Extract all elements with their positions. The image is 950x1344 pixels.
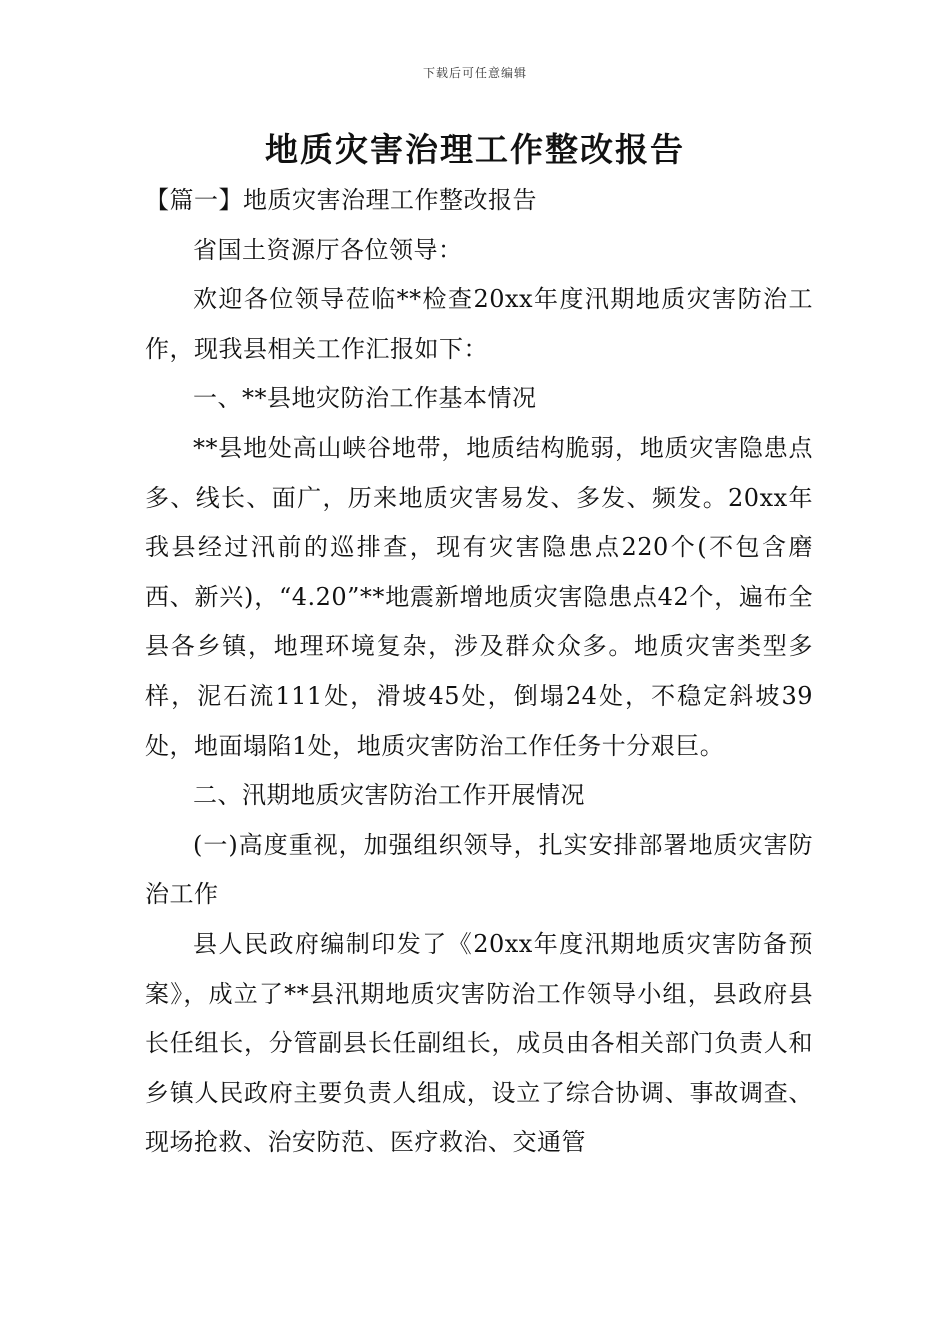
section-heading: 一、**县地灾防治工作基本情况	[193, 384, 537, 413]
subsection-heading: (一)高度重视，加强组织领导，扎实安排部署地质灾害防治工作	[145, 830, 813, 909]
body-paragraph: 县人民政府编制印发了《20xx年度汛期地质灾害防备预案》，成立了**县汛期地质灾害防治工作领导小组，县政府县长任组长，分管副县长任副组长，成员由各相关部门负责人和乡镇人民政府主要负责人组成，设立了综合协调、事故调查、现场抢救、治安防范、医疗救治、交通管	[145, 929, 813, 1157]
section-heading-part-one: 【篇一】地质灾害治理工作整改报告	[145, 186, 537, 214]
body-paragraph: 欢迎各位领导莅临**检查20xx年度汛期地质灾害防治工作，现我县相关工作汇报如下：	[145, 285, 813, 363]
salutation: 省国土资源厅各位领导：	[193, 235, 463, 264]
header-note: 下载后可任意编辑	[422, 66, 527, 80]
section-heading: 二、汛期地质灾害防治工作开展情况	[193, 781, 585, 810]
document-title: 地质灾害治理工作整改报告	[265, 130, 685, 169]
body-paragraph: **县地处高山峡谷地带，地质结构脆弱，地质灾害隐患点多、线长、面广，历来地质灾害易发、多发、频发。20xx年我县经过汛前的巡排查，现有灾害隐患点220个(不包含磨西、新兴)，“4.20”**地震新增地质灾害隐患点42个，遍布全县各乡镇，地理环境复杂，涉及群众众多。地质灾害类型多样，泥石流111处，滑坡45处，倒塌24处，不稳定斜坡39处，地面塌陷1处，地质灾害防治工作任务十分艰巨。	[145, 433, 813, 760]
document-body	[145, 176, 813, 1168]
